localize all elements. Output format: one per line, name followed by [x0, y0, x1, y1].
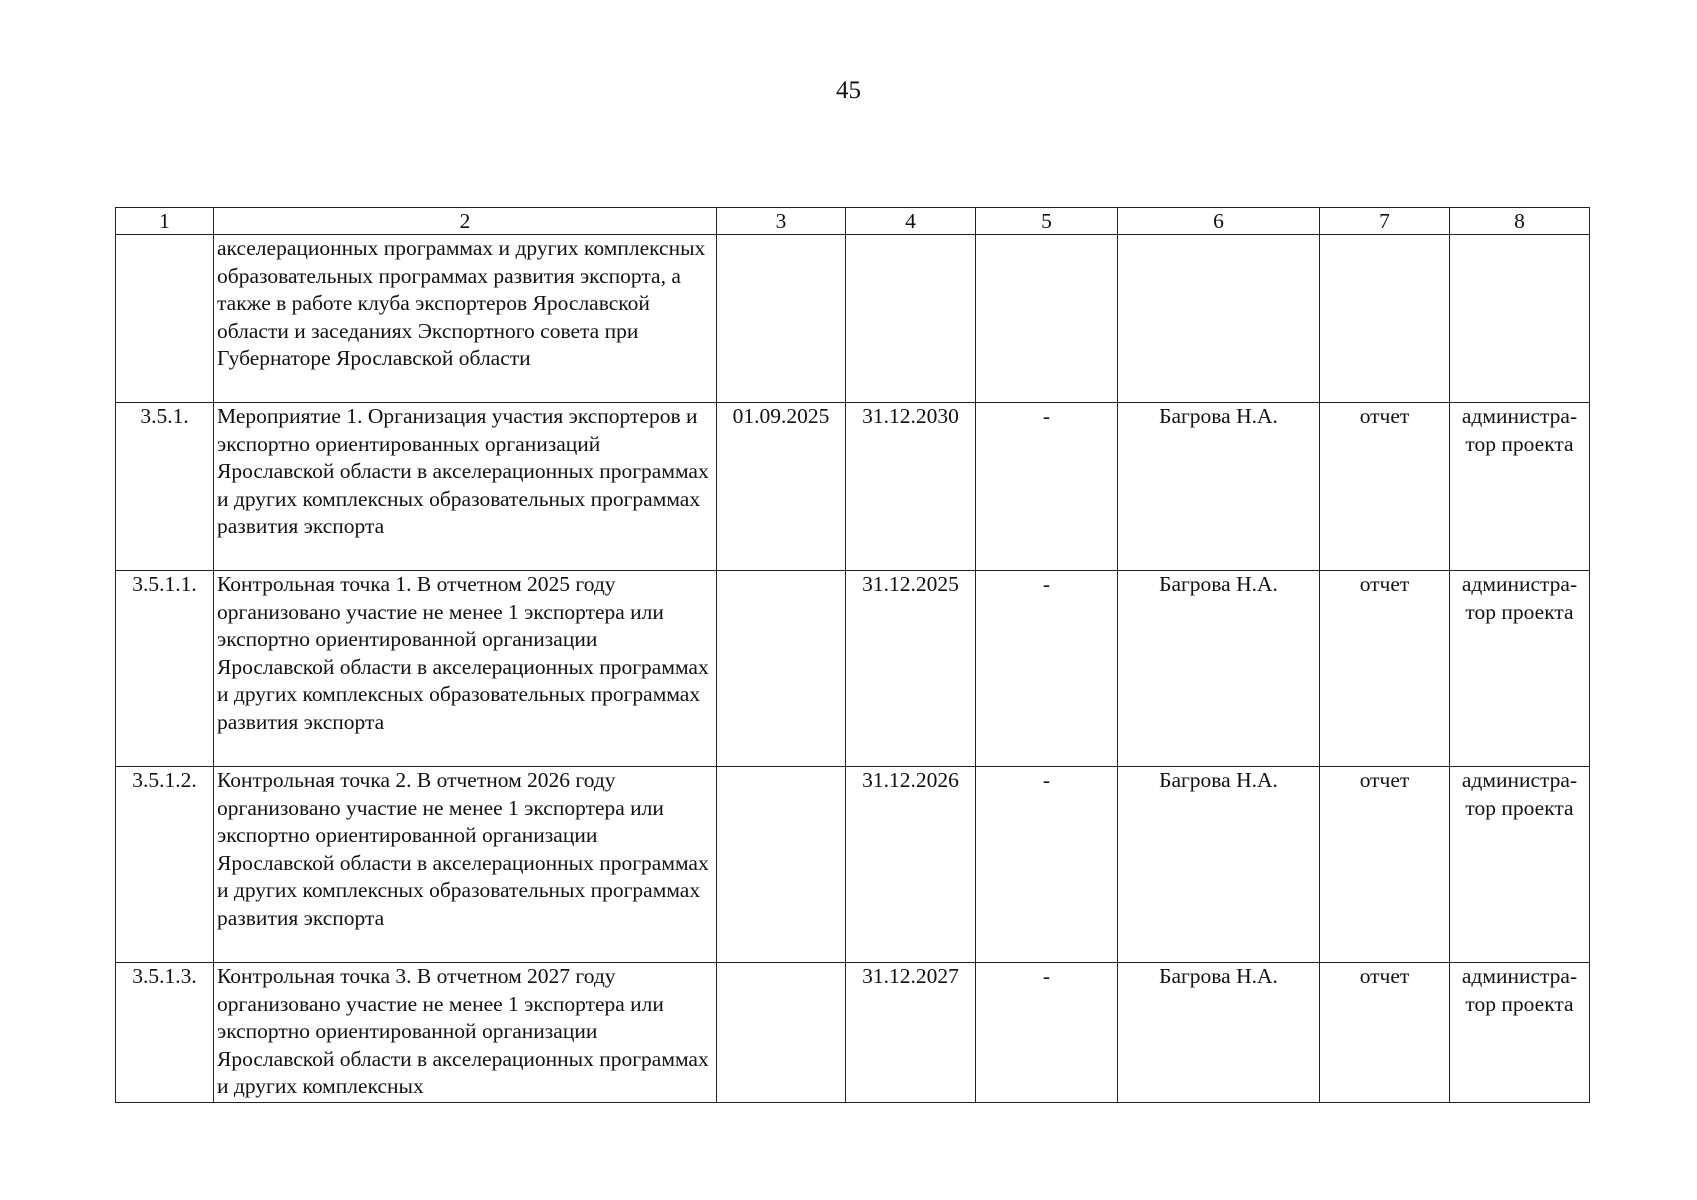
description-cell: Мероприятие 1. Организация участия экспортеров и экспортно ориентированных организаций Ярославской области в акселерационных программах и других комплексных образовательных программах развития экспорта [214, 403, 717, 571]
role-cell: администра-тор проекта [1450, 403, 1590, 571]
column-header: 6 [1118, 208, 1320, 235]
column-header: 3 [717, 208, 846, 235]
column-header: 4 [846, 208, 976, 235]
row-number-cell: 3.5.1.2. [116, 767, 214, 963]
responsible-cell: Багрова Н.А. [1118, 963, 1320, 1103]
schedule-table [115, 207, 1590, 1103]
table-row [116, 571, 1590, 767]
table-row [116, 767, 1590, 963]
role-cell: администра-тор проекта [1450, 571, 1590, 767]
responsible-cell [1118, 235, 1320, 403]
role-cell [1450, 235, 1590, 403]
start-date-cell [717, 571, 846, 767]
column-5-cell: - [976, 767, 1118, 963]
responsible-cell: Багрова Н.А. [1118, 571, 1320, 767]
result-cell: отчет [1320, 767, 1450, 963]
column-5-cell: - [976, 963, 1118, 1103]
column-header: 2 [214, 208, 717, 235]
column-header: 7 [1320, 208, 1450, 235]
row-number-cell [116, 235, 214, 403]
role-cell: администра-тор проекта [1450, 963, 1590, 1103]
result-cell: отчет [1320, 403, 1450, 571]
page-number: 45 [836, 77, 861, 104]
row-number-cell: 3.5.1. [116, 403, 214, 571]
column-header: 5 [976, 208, 1118, 235]
column-5-cell: - [976, 571, 1118, 767]
end-date-cell: 31.12.2026 [846, 767, 976, 963]
end-date-cell [846, 235, 976, 403]
responsible-cell: Багрова Н.А. [1118, 403, 1320, 571]
row-number-cell: 3.5.1.3. [116, 963, 214, 1103]
description-cell: Контрольная точка 1. В отчетном 2025 году организовано участие не менее 1 экспортера или экспортно ориентированной организации Ярославской области в акселерационных программах и других комплексных образовательных программах развития экспорта [214, 571, 717, 767]
description-cell: Контрольная точка 2. В отчетном 2026 году организовано участие не менее 1 экспортера или экспортно ориентированной организации Ярославской области в акселерационных программах и других комплексных образовательных программах развития экспорта [214, 767, 717, 963]
table-row [116, 235, 1590, 403]
result-cell: отчет [1320, 571, 1450, 767]
row-number-cell: 3.5.1.1. [116, 571, 214, 767]
table-header-row [116, 208, 1590, 235]
responsible-cell: Багрова Н.А. [1118, 767, 1320, 963]
description-cell: Контрольная точка 3. В отчетном 2027 году организовано участие не менее 1 экспортера или экспортно ориентированной организации Ярославской области в акселерационных программах и других комплексных [214, 963, 717, 1103]
result-cell: отчет [1320, 963, 1450, 1103]
role-cell: администра-тор проекта [1450, 767, 1590, 963]
description-cell: акселерационных программах и других комплексных образовательных программах развития экспорта, а также в работе клуба экспортеров Ярославской области и заседаниях Экспортного совета при Губернаторе Ярославской области [214, 235, 717, 403]
column-5-cell [976, 235, 1118, 403]
result-cell [1320, 235, 1450, 403]
table-row [116, 963, 1590, 1103]
column-5-cell: - [976, 403, 1118, 571]
start-date-cell [717, 235, 846, 403]
column-header: 1 [116, 208, 214, 235]
start-date-cell [717, 963, 846, 1103]
end-date-cell: 31.12.2027 [846, 963, 976, 1103]
table-row [116, 403, 1590, 571]
end-date-cell: 31.12.2025 [846, 571, 976, 767]
start-date-cell: 01.09.2025 [717, 403, 846, 571]
end-date-cell: 31.12.2030 [846, 403, 976, 571]
column-header: 8 [1450, 208, 1590, 235]
start-date-cell [717, 767, 846, 963]
